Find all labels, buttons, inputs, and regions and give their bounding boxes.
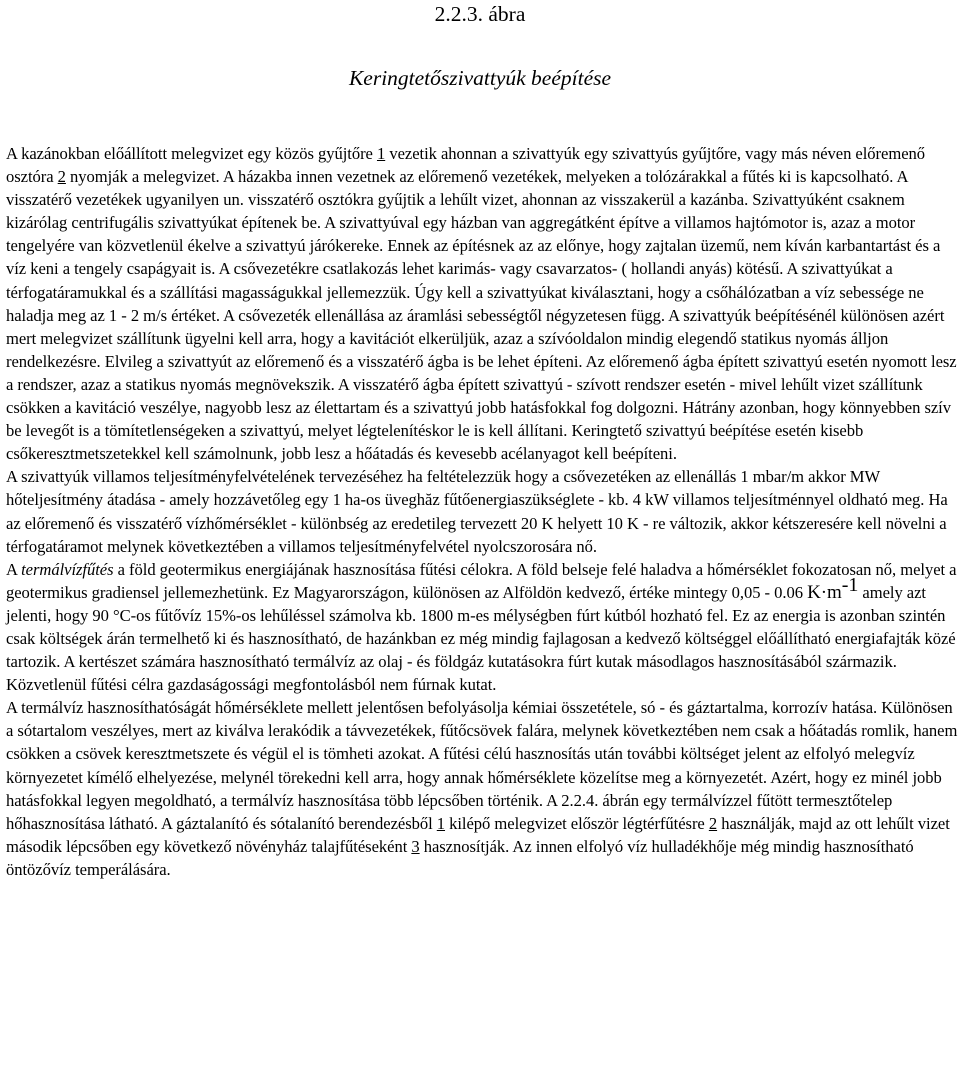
unit: K·m — [807, 581, 842, 603]
figure-title: Keringtetőszivattyúk beépítése — [348, 66, 612, 90]
paragraph-utilization — [6, 696, 958, 881]
term-thermal-heating: termálvízfűtés — [21, 559, 114, 579]
text-run: nyomják a melegvizet. A házakba innen vezetnek az előremenő vezetékek, melyeken a tolózárakkal a fűtés ki is kapcsolható. A visszatérő vezetékek ugyanilyen un. visszatérő osztókra gyűjtik a lehűlt vizet, ahonnan az visszakerül a kazánba. Szivattyúként csaknem kizárólag centrifugális szivattyúkat építenek be. A szivattyúval egy házban van aggregátként építve a villamos hajtómotor is, azaz a motor tengelyére van közvetlenül ékelve a szivattyú járókereke. Ennek az építésnek az az előnye, hogy zajtalan üzemű, nem kíván karbantartást és a víz keni a tengely csapágyait is. A csővezetékre csatlakozás lehet karimás- vagy csavarzatos- ( hollandi anyás) kötésű. A szivattyúkat a térfogatáramukkal és a szállítási magasságukkal jellemezzük. Úgy kell a szivattyúkat kiválasztani, hogy a csőhálózatban a víz sebessége ne haladja meg az 1 - 2 m/s értéket. A csővezeték ellenállása az áramlási sebességtől négyzetesen függ. A szivattyúk beépítésénél különösen azért mert melegvizet szállítunk ügyelni kell arra, hogy a kavitációt elkerüljük, azaz a szívóoldalon mindig elegendő statikus nyomás álljon rendelkezésre. Elvileg a szivattyút az előremenő és a visszatérő ágba is be lehet építeni. Az előremenő ágba épített szivattyú esetén nyomott lesz a rendszer, azaz a statikus nyomás megnövekszik. A visszatérő ágba épített szivattyú - szívott rendszer esetén - mivel lehűlt vizet szállítunk csökken a kavitáció veszélye, nagyobb lesz az élettartam és a szivattyú jobb hatásfokkal fog dolgozni. Hátrány azonban, hogy könnyebben szív be levegőt is a tömítetlenségeken a szivattyú, melyet légtelenítéskor le is kell állítani. Keringtető szivattyú beépítése esetén kisebb csőkeresztmetszetekkel kell számolnunk, jobb lesz a hőátadás és kevesebb acélanyagot kell beépíteni. — [6, 167, 957, 464]
paragraph-pumps — [6, 142, 958, 465]
body-text — [6, 142, 958, 881]
text-run: kilépő melegvizet először légtérfűtésre — [445, 813, 709, 833]
text-run: hasznosítják. Az innen elfolyó víz hulladékhője még mindig hasznosítható öntözővíz temperálására. — [6, 836, 914, 879]
reference-number: 2 — [57, 167, 66, 187]
reference-number: 1 — [436, 813, 446, 833]
reference-number: 2 — [708, 813, 718, 833]
text-run: használják, majd az ott lehűlt vizet második lépcsőben egy következő növényház talajfűtéseként — [6, 813, 950, 856]
paragraph-power: A szivattyúk villamos teljesítményfelvételének tervezéséhez ha feltételezzük hogy a csővezetéken az ellenállás 1 mbar/m akkor MW hőteljesítmény átadása - amely hozzávetőleg egy 1 ha-os üveghăz fűtőenergiaszükséglete - kb. 4 kW villamos teljesítménnyel oldható meg. Ha az előremenő és visszatérő vízhőmérséklet - különbség az eredetileg tervezett 20 K helyett 10 K - re változik, akkor kétszeresére kell növelni a térfogatáramot melynek következtében a villamos teljesítményfelvétel nyolcszorosára nő. — [6, 467, 948, 556]
text-run: A termálvíz hasznosíthatóságát hőmérséklete mellett jelentősen befolyásolja kémiai összetétele, só - és gáztartalma, korrozív hatása. Különösen a sótartalom veszélyes, mert az kiválva lerakódik a távvezetékek, fűtőcsövek falára, melynek következtében nem csak a hőátadás romlik, hanem csökken a csövek keresztmetszete és végül el is tömheti azokat. A fűtési célú hasznosítás után további költséget jelent az elfolyó melegvíz környezetet kímélő elhelyezése, melynél törekedni kell arra, hogy annak hőmérséklete közelítse meg a környezetét. Azért, hogy ez minél jobb hatásfokkal legyen megoldható, a termálvíz hasznosítása több lépcsőben történik. A 2.2.4. ábrán egy termálvízzel fűtött termesztőtelep hőhasznosítása látható. A gáztalanító és sótalanító berendezésből — [6, 698, 958, 833]
text-run: a föld geotermikus energiájának hasznosítása fűtési célokra. A föld belseje felé haladva a hőmérséklet fokozatosan nő, melyet a geotermikus gradiensel jellemezhetünk. Ez Magyarországon, különösen az Alföldön kedvező, értéke mintegy 0,05 - 0.06 — [6, 559, 957, 602]
text-run: A — [6, 559, 22, 579]
reference-number: 3 — [411, 836, 420, 856]
paragraph-thermal-water — [6, 558, 958, 697]
reference-number: 1 — [376, 144, 386, 163]
figure-number: 2.2.3. ábra — [434, 2, 526, 26]
unit-exponent: -1 — [841, 573, 859, 596]
text-run: vezetik ahonnan a szivattyúk egy szivattyús gyűjtőre, vagy más néven előremenő osztóra — [6, 144, 926, 187]
text-run: amely azt jelenti, hogy 90 °C-os fűtővíz 15%-os lehűléssel számolva kb. 1800 m-es mélységben fúrt kútból hozható fel. Ez az energia is azonban szintén csak költségek árán termelhető ki és hasznosítható, de hazánkban ez még mindig fajlagosan a kedvező költséggel előállítható energiafajták közé tartozik. A kertészet számára hasznosítható termálvíz az olaj - és földgáz kutatásokra fúrt kutak másodlagos hasznosításából származik. Közvetlenül fűtési célra gazdaságossági megfontolásból nem fúrnak kutat. — [6, 582, 956, 695]
text-run: A kazánokban előállított melegvizet egy közös gyűjtőre — [6, 144, 377, 163]
